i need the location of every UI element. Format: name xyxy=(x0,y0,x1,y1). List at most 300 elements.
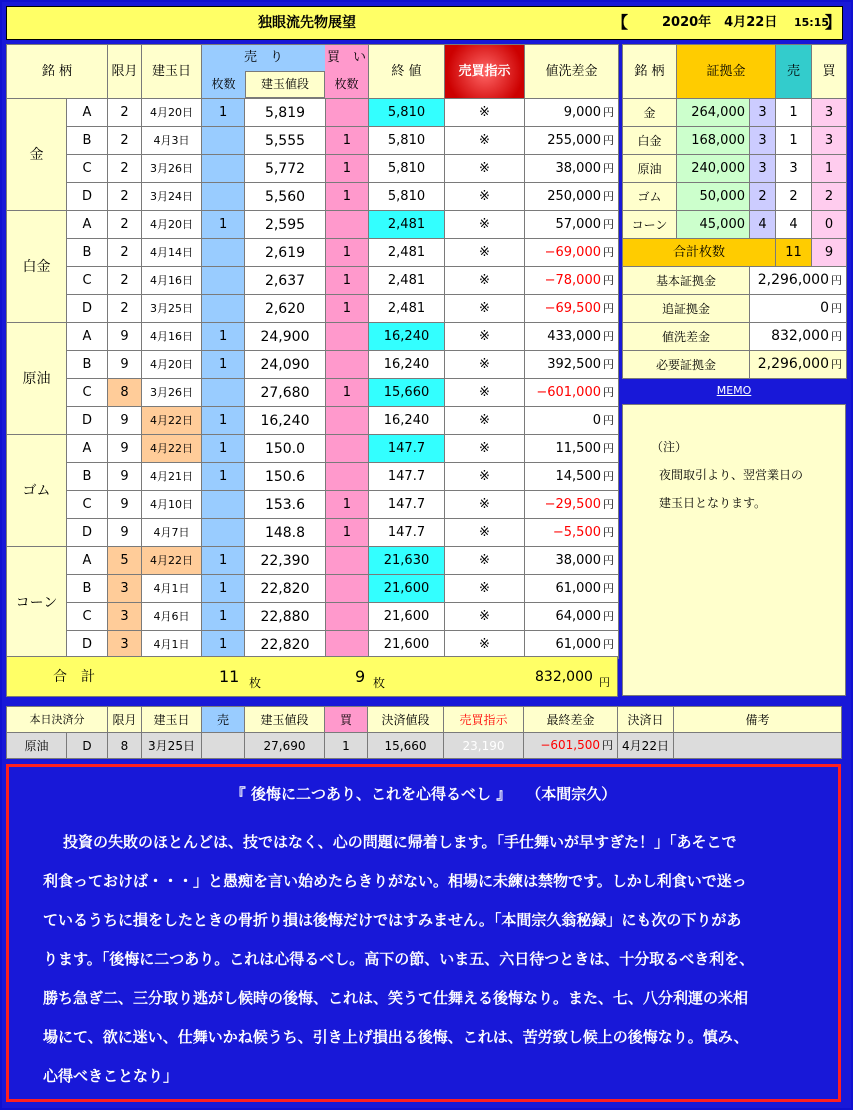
summary-value xyxy=(750,323,847,351)
diff-amount: −69,500 xyxy=(544,300,601,316)
buy-count xyxy=(325,575,368,603)
position-row xyxy=(7,463,619,491)
settle-col: 建玉日 xyxy=(142,707,202,733)
settle-col: 決済値段 xyxy=(368,707,444,733)
settlement-row xyxy=(7,733,842,759)
summary-label: 追証拠金 xyxy=(623,295,750,323)
diff-amount: 250,000 xyxy=(547,188,601,204)
entry-price: 5,772 xyxy=(245,155,325,183)
settle-col: 備考 xyxy=(674,707,842,733)
diff-amount: 14,500 xyxy=(555,468,601,484)
diff-value xyxy=(525,379,619,407)
issue-name: 金 xyxy=(7,99,67,211)
summary-row xyxy=(623,323,847,351)
summary-yen: 円 xyxy=(831,274,842,287)
settle-col: 建玉値段 xyxy=(245,707,325,733)
signal-mark: ※ xyxy=(445,603,525,631)
header-date: 2020年 4月22日 xyxy=(662,15,778,30)
margin-header-row xyxy=(623,45,847,99)
position-id: B xyxy=(67,239,108,267)
margin-count: 3 xyxy=(750,99,776,127)
total-buy-unit: 枚 xyxy=(373,676,386,690)
diff-yen: 円 xyxy=(603,441,614,455)
entry-price: 22,880 xyxy=(245,603,325,631)
col-limit-month: 限月 xyxy=(108,45,142,99)
header-time: 15:15 xyxy=(794,16,830,29)
position-id: C xyxy=(67,155,108,183)
total-row xyxy=(6,656,618,697)
signal-mark: ※ xyxy=(445,155,525,183)
quote-line: 心得べきことなり」 xyxy=(43,1067,179,1085)
diff-yen: 円 xyxy=(603,637,614,651)
close-price: 5,810 xyxy=(369,155,445,183)
diff-amount: 57,000 xyxy=(555,216,601,232)
diff-amount: 38,000 xyxy=(555,552,601,568)
diff-yen: 円 xyxy=(603,105,614,119)
memo-line: （注） xyxy=(651,440,688,454)
close-price: 21,630 xyxy=(369,547,445,575)
settle-price: 27,690 xyxy=(245,733,325,759)
margin-row xyxy=(623,127,847,155)
position-id: D xyxy=(67,407,108,435)
position-row xyxy=(7,155,619,183)
entry-price: 153.6 xyxy=(245,491,325,519)
margin-amount: 240,000 xyxy=(677,155,750,183)
limit-month: 9 xyxy=(108,323,142,351)
diff-value xyxy=(525,519,619,547)
diff-yen: 円 xyxy=(603,581,614,595)
buy-count xyxy=(325,603,368,631)
memo-line: 夜間取引より、翌営業日の xyxy=(659,468,804,482)
settlement-header-row xyxy=(7,707,842,733)
entry-date: 3月25日 xyxy=(142,295,202,323)
diff-value xyxy=(525,435,619,463)
quote-line: ります。「後悔に二つあり。これは心得るべし。高下の節、いま五、六日待つときは、十分取るべき利を、 xyxy=(43,950,755,968)
position-id: A xyxy=(67,323,108,351)
total-sell-unit: 枚 xyxy=(249,676,262,690)
entry-date: 4月22日 xyxy=(142,547,202,575)
position-id: D xyxy=(67,519,108,547)
limit-month: 2 xyxy=(108,99,142,127)
settle-diff-yen: 円 xyxy=(602,739,613,752)
settle-note xyxy=(674,733,842,759)
summary-value xyxy=(750,267,847,295)
position-row xyxy=(7,519,619,547)
position-row xyxy=(7,183,619,211)
diff-value xyxy=(525,211,619,239)
limit-month: 3 xyxy=(108,631,142,659)
diff-amount: 433,000 xyxy=(547,328,601,344)
col-issue: 銘 柄 xyxy=(7,45,108,99)
margin-table xyxy=(622,44,847,379)
sell-count: 1 xyxy=(202,323,245,351)
margin-buy: 1 xyxy=(812,155,847,183)
diff-amount: 11,500 xyxy=(555,440,601,456)
position-row xyxy=(7,295,619,323)
buy-count xyxy=(325,631,368,659)
settle-col-label: 本日決済分 xyxy=(7,707,108,733)
margin-issue: 白金 xyxy=(623,127,677,155)
diff-yen: 円 xyxy=(603,357,614,371)
signal-mark: ※ xyxy=(445,575,525,603)
entry-price: 150.6 xyxy=(245,463,325,491)
signal-mark: ※ xyxy=(445,99,525,127)
position-id: C xyxy=(67,603,108,631)
sell-count: 1 xyxy=(202,351,245,379)
diff-value xyxy=(525,351,619,379)
diff-value xyxy=(525,603,619,631)
summary-amount: 2,296,000 xyxy=(757,356,829,372)
col-sell-count: 枚数 xyxy=(202,71,245,98)
signal-mark: ※ xyxy=(445,323,525,351)
close-price: 15,660 xyxy=(369,379,445,407)
diff-amount: 255,000 xyxy=(547,132,601,148)
buy-count xyxy=(325,99,368,127)
sell-count xyxy=(202,379,245,407)
diff-value xyxy=(525,295,619,323)
close-price: 5,810 xyxy=(369,183,445,211)
position-row xyxy=(7,351,619,379)
entry-price: 2,620 xyxy=(245,295,325,323)
signal-mark: ※ xyxy=(445,463,525,491)
quote-title: 『 後悔に二つあり、これを心得るべし 』 （本間宗久） xyxy=(230,785,617,803)
quote-line: ているうちに損をしたときの骨折り損は後悔だけではすみません。「本間宗久翁秘録」にも次の下りがあ xyxy=(43,911,742,929)
entry-price: 24,900 xyxy=(245,323,325,351)
position-id: A xyxy=(67,435,108,463)
limit-month: 2 xyxy=(108,267,142,295)
margin-row xyxy=(623,211,847,239)
limit-month: 9 xyxy=(108,491,142,519)
issue-name: 原油 xyxy=(7,323,67,435)
bracket-open: 【 xyxy=(612,13,629,32)
buy-count: 1 xyxy=(325,491,368,519)
position-row xyxy=(7,323,619,351)
settle-settle-price: 15,660 xyxy=(368,733,444,759)
sell-count xyxy=(202,267,245,295)
limit-month: 9 xyxy=(108,435,142,463)
settle-col: 最終差金 xyxy=(524,707,618,733)
margin-total-row xyxy=(623,239,847,267)
diff-yen: 円 xyxy=(603,469,614,483)
signal-mark: ※ xyxy=(445,267,525,295)
close-price: 16,240 xyxy=(369,351,445,379)
settle-col: 買 xyxy=(325,707,368,733)
positions-header-row xyxy=(7,45,619,99)
diff-amount: −5,500 xyxy=(552,524,601,540)
position-row xyxy=(7,631,619,659)
sell-count xyxy=(202,127,245,155)
entry-price: 22,820 xyxy=(245,631,325,659)
memo-link[interactable]: MEMO xyxy=(622,380,846,402)
position-id: A xyxy=(67,547,108,575)
diff-yen: 円 xyxy=(603,553,614,567)
signal-mark: ※ xyxy=(445,547,525,575)
margin-issue: ゴム xyxy=(623,183,677,211)
close-price: 16,240 xyxy=(369,407,445,435)
summary-yen: 円 xyxy=(831,330,842,343)
diff-amount: 61,000 xyxy=(555,580,601,596)
close-price: 147.7 xyxy=(369,491,445,519)
settle-signal: 23,190 xyxy=(444,733,524,759)
signal-mark: ※ xyxy=(445,435,525,463)
margin-row xyxy=(623,155,847,183)
diff-yen: 円 xyxy=(603,329,614,343)
margin-amount: 168,000 xyxy=(677,127,750,155)
margin-issue: 金 xyxy=(623,99,677,127)
sell-count: 1 xyxy=(202,463,245,491)
sell-count xyxy=(202,239,245,267)
buy-count xyxy=(325,211,368,239)
margin-col-buy: 買 xyxy=(812,45,847,99)
diff-value xyxy=(525,407,619,435)
diff-yen: 円 xyxy=(603,609,614,623)
margin-buy: 3 xyxy=(812,127,847,155)
limit-month: 3 xyxy=(108,575,142,603)
summary-amount: 2,296,000 xyxy=(757,272,829,288)
quote-body xyxy=(43,823,813,1096)
buy-count xyxy=(325,547,368,575)
summary-yen: 円 xyxy=(831,358,842,371)
total-sell-count: 11 xyxy=(219,667,240,686)
margin-row xyxy=(623,99,847,127)
sell-count: 1 xyxy=(202,99,245,127)
summary-row xyxy=(623,351,847,379)
close-price: 2,481 xyxy=(369,267,445,295)
entry-date: 4月20日 xyxy=(142,351,202,379)
margin-col-issue: 銘 柄 xyxy=(623,45,677,99)
summary-label: 基本証拠金 xyxy=(623,267,750,295)
position-id: D xyxy=(67,631,108,659)
diff-yen: 円 xyxy=(603,385,614,399)
close-price: 21,600 xyxy=(369,631,445,659)
col-entry-price: 建玉値段 xyxy=(245,71,325,98)
sell-count xyxy=(202,295,245,323)
memo-box xyxy=(622,404,846,696)
margin-sell: 1 xyxy=(776,127,812,155)
margin-issue: コーン xyxy=(623,211,677,239)
entry-date: 4月3日 xyxy=(142,127,202,155)
diff-yen: 円 xyxy=(603,413,614,427)
entry-date: 4月22日 xyxy=(142,435,202,463)
diff-amount: 61,000 xyxy=(555,636,601,652)
margin-amount: 45,000 xyxy=(677,211,750,239)
issue-name: コーン xyxy=(7,547,67,659)
position-row xyxy=(7,99,619,127)
margin-total-label: 合計枚数 xyxy=(623,239,776,267)
entry-price: 22,390 xyxy=(245,547,325,575)
close-price: 147.7 xyxy=(369,463,445,491)
buy-count: 1 xyxy=(325,183,368,211)
limit-month: 2 xyxy=(108,211,142,239)
close-price: 2,481 xyxy=(369,211,445,239)
position-id: A xyxy=(67,211,108,239)
buy-count xyxy=(325,323,368,351)
close-price: 147.7 xyxy=(369,435,445,463)
signal-mark: ※ xyxy=(445,351,525,379)
margin-total-sell: 11 xyxy=(776,239,812,267)
position-row xyxy=(7,267,619,295)
limit-month: 3 xyxy=(108,603,142,631)
diff-amount: 9,000 xyxy=(563,104,601,120)
diff-value xyxy=(525,631,619,659)
diff-yen: 円 xyxy=(603,245,614,259)
diff-yen: 円 xyxy=(603,301,614,315)
limit-month: 2 xyxy=(108,295,142,323)
settle-settle-date: 4月22日 xyxy=(618,733,674,759)
sell-count xyxy=(202,491,245,519)
entry-date: 4月21日 xyxy=(142,463,202,491)
position-id: B xyxy=(67,463,108,491)
margin-count: 3 xyxy=(750,127,776,155)
margin-sell: 1 xyxy=(776,99,812,127)
entry-price: 22,820 xyxy=(245,575,325,603)
position-row xyxy=(7,407,619,435)
col-buy-count: 枚数 xyxy=(325,71,368,98)
margin-buy: 0 xyxy=(812,211,847,239)
entry-price: 16,240 xyxy=(245,407,325,435)
close-price: 5,810 xyxy=(369,127,445,155)
diff-amount: −69,000 xyxy=(544,244,601,260)
header-bar xyxy=(6,6,843,40)
sell-count: 1 xyxy=(202,211,245,239)
quote-line: 利食っておけば・・・」と愚痴を言い始めたらきりがない。相場に未練は禁物です。しかし利食いで迷っ xyxy=(43,872,747,890)
position-row xyxy=(7,547,619,575)
position-id: A xyxy=(67,99,108,127)
margin-amount: 50,000 xyxy=(677,183,750,211)
settle-date: 3月25日 xyxy=(142,733,202,759)
entry-price: 24,090 xyxy=(245,351,325,379)
entry-date: 4月10日 xyxy=(142,491,202,519)
buy-count: 1 xyxy=(325,127,368,155)
quote-line: 投資の失敗のほとんどは、技ではなく、心の問題に帰着します。「手仕舞いが早すぎた！」「あそこで xyxy=(63,833,737,851)
entry-date: 4月16日 xyxy=(142,323,202,351)
margin-amount: 264,000 xyxy=(677,99,750,127)
entry-date: 4月1日 xyxy=(142,631,202,659)
position-row xyxy=(7,575,619,603)
signal-mark: ※ xyxy=(445,211,525,239)
diff-value xyxy=(525,267,619,295)
total-label: 合 計 xyxy=(53,669,95,685)
margin-sell: 2 xyxy=(776,183,812,211)
total-buy-count: 9 xyxy=(355,667,366,686)
col-close: 終 値 xyxy=(369,45,445,99)
close-price: 21,600 xyxy=(369,603,445,631)
position-id: B xyxy=(67,127,108,155)
entry-date: 4月16日 xyxy=(142,267,202,295)
close-price: 16,240 xyxy=(369,323,445,351)
margin-issue: 原油 xyxy=(623,155,677,183)
signal-mark: ※ xyxy=(445,407,525,435)
entry-price: 5,555 xyxy=(245,127,325,155)
signal-mark: ※ xyxy=(445,491,525,519)
margin-buy: 2 xyxy=(812,183,847,211)
diff-amount: 392,500 xyxy=(547,356,601,372)
diff-yen: 円 xyxy=(603,273,614,287)
diff-value xyxy=(525,183,619,211)
signal-mark: ※ xyxy=(445,127,525,155)
margin-col-margin: 証拠金 xyxy=(677,45,776,99)
position-row xyxy=(7,211,619,239)
limit-month: 2 xyxy=(108,239,142,267)
buy-count: 1 xyxy=(325,267,368,295)
buy-count xyxy=(325,407,368,435)
col-signal: 売買指示 xyxy=(445,45,525,99)
sell-count: 1 xyxy=(202,631,245,659)
total-diff: 832,000 xyxy=(535,669,593,685)
entry-date: 3月26日 xyxy=(142,155,202,183)
sell-count: 1 xyxy=(202,603,245,631)
signal-mark: ※ xyxy=(445,183,525,211)
settle-col: 限月 xyxy=(108,707,142,733)
diff-yen: 円 xyxy=(603,525,614,539)
limit-month: 9 xyxy=(108,351,142,379)
close-price: 147.7 xyxy=(369,519,445,547)
summary-value xyxy=(750,351,847,379)
quote-line: 場にて、欲に迷い、仕舞いかね候うち、引き上げ損出る後悔、これは、苦労致し候上の後悔なり。慎み、 xyxy=(43,1028,749,1046)
limit-month: 2 xyxy=(108,183,142,211)
buy-count: 1 xyxy=(325,519,368,547)
entry-date: 4月14日 xyxy=(142,239,202,267)
diff-amount: 38,000 xyxy=(555,160,601,176)
position-row xyxy=(7,491,619,519)
settle-diff xyxy=(524,733,618,759)
settlement-table xyxy=(6,706,842,759)
limit-month: 8 xyxy=(108,379,142,407)
margin-sell: 4 xyxy=(776,211,812,239)
margin-row xyxy=(623,183,847,211)
position-row xyxy=(7,435,619,463)
quote-box xyxy=(6,764,841,1102)
margin-sell: 3 xyxy=(776,155,812,183)
position-id: B xyxy=(67,575,108,603)
margin-count: 4 xyxy=(750,211,776,239)
entry-price: 2,619 xyxy=(245,239,325,267)
entry-price: 27,680 xyxy=(245,379,325,407)
entry-date: 4月7日 xyxy=(142,519,202,547)
position-id: B xyxy=(67,351,108,379)
signal-mark: ※ xyxy=(445,239,525,267)
position-id: C xyxy=(67,491,108,519)
diff-value xyxy=(525,239,619,267)
entry-price: 150.0 xyxy=(245,435,325,463)
position-row xyxy=(7,127,619,155)
diff-amount: 64,000 xyxy=(555,608,601,624)
col-entry-date: 建玉日 xyxy=(142,45,202,99)
position-id: D xyxy=(67,183,108,211)
settle-issue: 原油 xyxy=(7,733,67,759)
settle-col: 売買指示 xyxy=(444,707,524,733)
summary-value xyxy=(750,295,847,323)
buy-count xyxy=(325,463,368,491)
limit-month: 2 xyxy=(108,155,142,183)
diff-amount: 0 xyxy=(592,412,601,428)
limit-month: 9 xyxy=(108,407,142,435)
close-price: 5,810 xyxy=(369,99,445,127)
buy-count xyxy=(325,351,368,379)
close-price: 2,481 xyxy=(369,239,445,267)
position-id: C xyxy=(67,267,108,295)
summary-amount: 832,000 xyxy=(771,328,829,344)
sell-count: 1 xyxy=(202,407,245,435)
total-yen: 円 xyxy=(599,676,610,689)
col-sell-buy-group xyxy=(202,45,369,99)
sell-count xyxy=(202,155,245,183)
diff-value xyxy=(525,463,619,491)
sell-count xyxy=(202,183,245,211)
diff-value xyxy=(525,127,619,155)
summary-amount: 0 xyxy=(820,300,829,316)
sell-count: 1 xyxy=(202,435,245,463)
